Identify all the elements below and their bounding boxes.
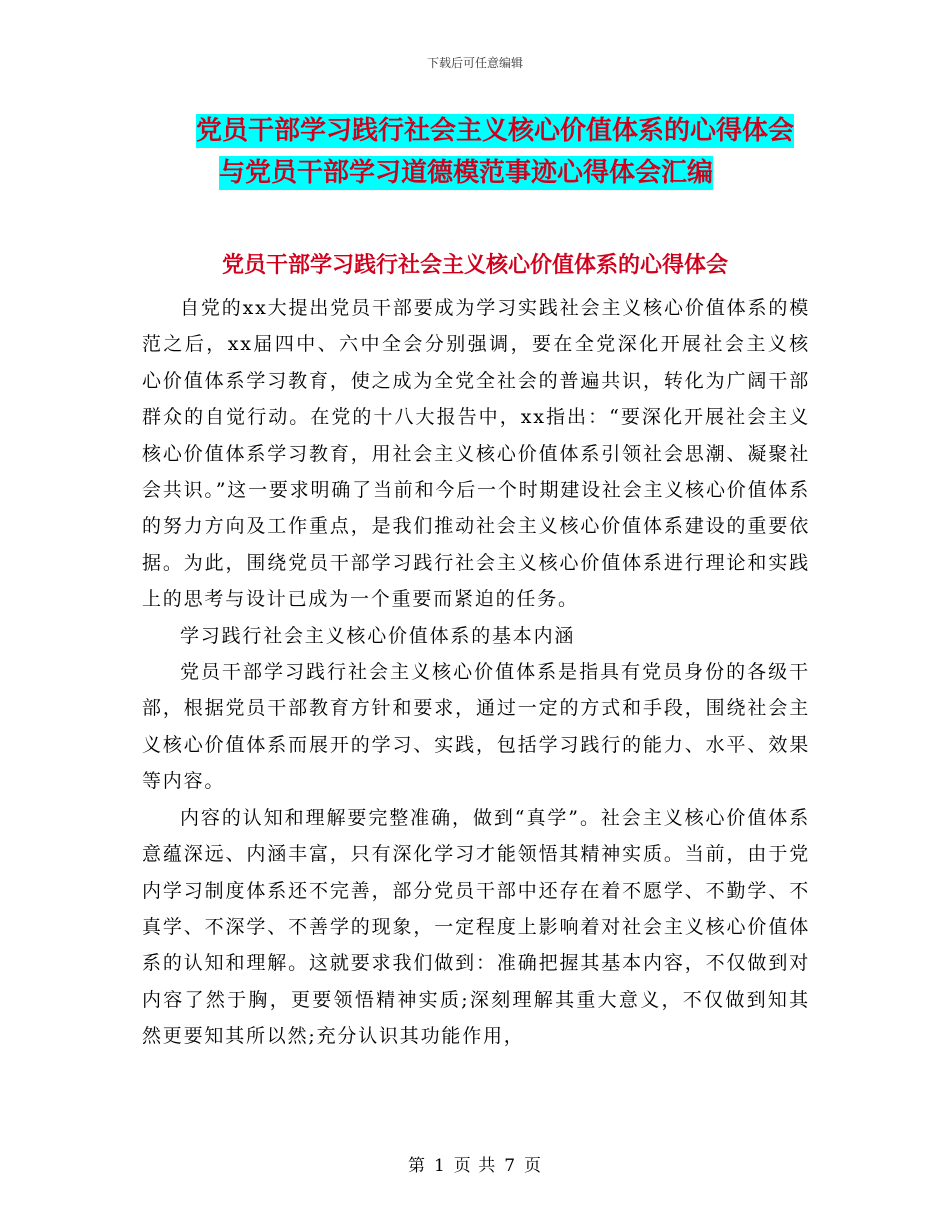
- paragraph: 党员干部学习践行社会主义核心价值体系是指具有党员身份的各级干部，根据党员干部教育方针和要求，通过一定的方式和手段，围绕社会主义核心价值体系而展开的学习、实践，包括学习践行的能力、水平、效果等内容。: [142, 661, 810, 793]
- footer-middle: 页 共: [453, 1156, 497, 1176]
- paragraph: 内容的认知和理解要完整准确，做到“真学”。社会主义核心价值体系意蕴深远、内涵丰富，只有深化学习才能领悟其精神实质。当前，由于党内学习制度体系还不完善，部分党员干部中还存在着不愿学、不勤学、不真学、不深学、不善学的现象，一定程度上影响着对社会主义核心价值体系的认知和理解。这就要求我们做到：准确把握其基本内容，不仅做到对内容了然于胸，更要领悟精神实质;深刻理解其重大意义，不仅做到知其然更要知其所以然;充分认识其功能作用，: [142, 806, 810, 1048]
- subheading: 学习践行社会主义核心价值体系的基本内涵: [180, 624, 576, 647]
- document-title-line-2-text: 与党员干部学习道德模范事迹心得体会汇编: [218, 158, 713, 188]
- paragraph: 自党的xx大提出党员干部要成为学习实践社会主义核心价值体系的模范之后，xx届四中、六中全会分别强调，要在全党深化开展社会主义核心价值体系学习教育，使之成为全党全社会的普遍共识，转化为广阔干部群众的自觉行动。在党的十八大报告中，xx指出：“要深化开展社会主义核心价值体系学习教育，用社会主义核心价值体系引领社会思潮、凝聚社会共识。”这一要求明确了当前和今后一个时期建设社会主义核心价值体系的努力方向及工作重点，是我们推动社会主义核心价值体系建设的重要依据。为此，围绕党员干部学习践行社会主义核心价值体系进行理论和实践上的思考与设计已成为一个重要而紧迫的任务。: [142, 297, 810, 611]
- document-title-line-1-text: 党员干部学习践行社会主义核心价值体系的心得体会: [195, 116, 794, 146]
- header-note: 下载后可任意编辑: [426, 56, 523, 70]
- page-footer: [0, 1151, 950, 1176]
- document-title-line-1: [20, 114, 950, 148]
- document-title-line-2: [0, 156, 941, 190]
- page-number: 1: [433, 1156, 446, 1176]
- total-pages: 7: [504, 1156, 517, 1176]
- body-text: [142, 290, 810, 1055]
- footer-suffix: 页: [524, 1156, 543, 1176]
- section-title: 党员干部学习践行社会主义核心价值体系的心得体会: [221, 253, 728, 278]
- footer-prefix: 第: [407, 1156, 426, 1176]
